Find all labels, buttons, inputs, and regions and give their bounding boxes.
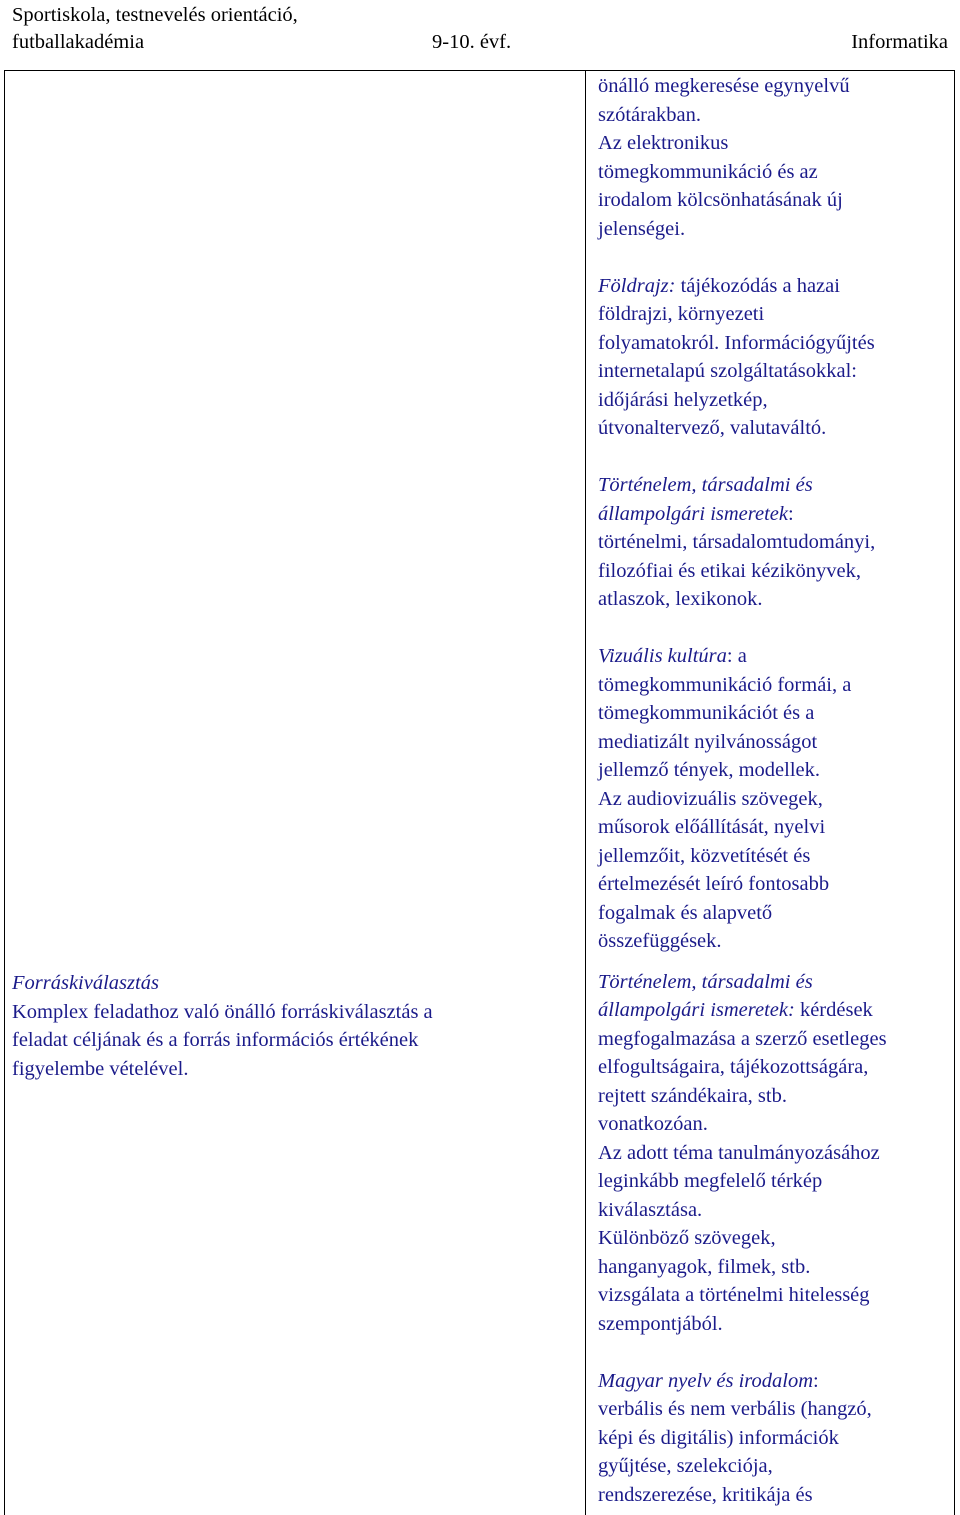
text-fragment: :: [787, 502, 794, 525]
text-line: Az audiovizuális szövegek,: [598, 787, 823, 810]
text-line: jellemző tények, modellek.: [598, 759, 821, 781]
text-line: [598, 1367, 950, 1396]
topic-line-3: figyelembe vételével.: [12, 1057, 189, 1080]
text-line: képi és digitális) információk: [598, 1426, 839, 1449]
spacer: [598, 243, 950, 272]
topic-line-2: feladat céljának és a forrás információs értékének: [12, 1029, 419, 1051]
reference-subject: Földrajz:: [598, 274, 676, 297]
text-line: internetalapú szolgáltatásokkal:: [598, 360, 858, 382]
spacer: [598, 614, 950, 643]
text-line: szempontjából.: [598, 1312, 723, 1335]
text-fragment: :: [813, 1369, 819, 1392]
text-line: hanganyagok, filmek, stb.: [598, 1255, 811, 1278]
text-line: mediatizált nyilvánosságot: [598, 730, 818, 753]
text-line: [598, 642, 950, 671]
reference-subject: Történelem, társadalmi és: [598, 970, 813, 993]
text-line: filozófiai és etikai kézikönyvek,: [598, 559, 861, 582]
text-line: önálló megkeresése egynyelvű: [598, 75, 850, 97]
text-line: időjárási helyzetkép,: [598, 388, 768, 411]
text-line: jellemzőit, közvetítését és: [598, 844, 811, 867]
topic-line-1: Komplex feladathoz való önálló forráskiválasztás a: [12, 1000, 433, 1023]
text-line: szótárakban.: [598, 103, 702, 126]
text-line: [598, 272, 950, 301]
text-line: folyamatokról. Információgyűjtés: [598, 331, 875, 354]
block-visual-culture: [598, 642, 950, 956]
text-line: leginkább megfelelő térkép: [598, 1170, 823, 1192]
text-line: rejtett szándékaira, stb.: [598, 1084, 787, 1107]
subject-label: Informatika: [851, 31, 948, 53]
text-line: kiválasztása.: [598, 1198, 703, 1221]
text-line: tömegkommunikáció és az: [598, 160, 818, 183]
text-fragment: tájékozódás a hazai: [675, 274, 840, 297]
text-line: útvonaltervező, valutaváltó.: [598, 417, 827, 439]
text-line: verbális és nem verbális (hangzó,: [598, 1398, 872, 1420]
text-line: [598, 996, 950, 1025]
text-line: jelenségei.: [598, 217, 686, 240]
text-line: rendszerezése, kritikája és: [598, 1483, 813, 1506]
reference-subject: Vizuális kultúra: [598, 645, 727, 667]
spacer: [598, 1338, 950, 1367]
column-divider: [585, 70, 586, 1515]
text-line: Különböző szövegek,: [598, 1227, 776, 1249]
text-line: gyűjtése, szelekciója,: [598, 1455, 773, 1477]
text-line: műsorok előállítását, nyelvi: [598, 816, 826, 838]
text-line: földrajzi, környezeti: [598, 303, 765, 325]
text-line: vizsgálata a történelmi hitelesség: [598, 1284, 870, 1306]
text-line: Az elektronikus: [598, 132, 729, 154]
block-history-2: [598, 968, 950, 1339]
text-line: történelmi, társadalomtudományi,: [598, 531, 876, 553]
right-column-cell: [598, 72, 950, 1509]
reference-subject: állampolgári ismeretek:: [598, 999, 795, 1021]
reference-subject: Történelem, társadalmi és: [598, 474, 813, 496]
text-line: megfogalmazása a szerző esetleges: [598, 1027, 887, 1050]
spacer: [598, 443, 950, 472]
school-name-line-1: Sportiskola, testnevelés orientáció,: [12, 4, 298, 26]
reference-subject: állampolgári ismeretek: [598, 502, 788, 525]
grade-label: 9-10. évf.: [432, 31, 512, 53]
block-dictionaries: [598, 72, 950, 243]
text-line: tömegkommunikációt és a: [598, 702, 815, 724]
page-header: [12, 2, 952, 62]
block-geography: [598, 272, 950, 443]
text-fragment: : a: [726, 645, 747, 667]
reference-subject: Magyar nyelv és irodalom: [598, 1369, 814, 1392]
text-line: Az adott téma tanulmányozásához: [598, 1141, 880, 1164]
left-column-cell: [12, 969, 577, 1083]
text-line: tömegkommunikáció formái, a: [598, 673, 852, 696]
text-line: atlaszok, lexikonok.: [598, 588, 763, 610]
text-line: [598, 500, 950, 529]
school-name: [12, 2, 298, 56]
school-name-line-2: futballakadémia: [12, 31, 145, 53]
block-hungarian-literature: [598, 1367, 950, 1510]
text-fragment: kérdések: [794, 999, 873, 1021]
block-history-1: [598, 471, 950, 614]
text-line: irodalom kölcsönhatásának új: [598, 189, 843, 211]
text-line: fogalmak és alapvető: [598, 901, 773, 924]
text-line: értelmezését leíró fontosabb: [598, 873, 830, 895]
topic-title: Forráskiválasztás: [12, 972, 159, 994]
text-line: vonatkozóan.: [598, 1113, 708, 1135]
text-line: elfogultságaira, tájékozottságára,: [598, 1056, 869, 1078]
text-line: összefüggések.: [598, 930, 722, 952]
